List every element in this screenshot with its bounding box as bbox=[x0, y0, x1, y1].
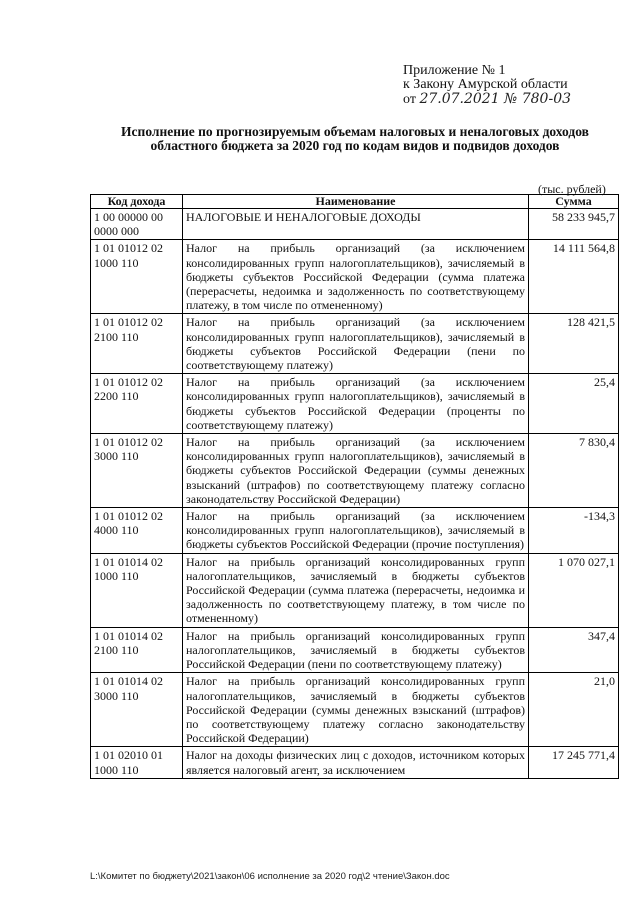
income-name: Налог на прибыль организаций консолидированных групп налогоплательщиков, зачисляемый в бюджеты субъектов Российской Федерации (суммы денежных взысканий (штрафов) по соответствующему платежу согласно законодательству Российской Федерации) bbox=[183, 673, 529, 747]
income-code: 1 01 01012 02 4000 110 bbox=[91, 508, 183, 554]
table-row bbox=[91, 434, 619, 508]
income-name: Налог на прибыль организаций (за исключением консолидированных групп налогоплательщиков), зачисляемый в бюджеты субъектов Российской Федерации (прочие поступления) bbox=[183, 508, 529, 554]
table-row bbox=[91, 240, 619, 314]
header-name: Наименование bbox=[183, 195, 529, 209]
header-code: Код дохода bbox=[91, 195, 183, 209]
table-row bbox=[91, 314, 619, 374]
income-sum: 58 233 945,7 bbox=[529, 209, 619, 240]
income-sum: 128 421,5 bbox=[529, 314, 619, 374]
table-header-row bbox=[91, 195, 619, 209]
income-sum: 347,4 bbox=[529, 627, 619, 673]
appendix-block bbox=[403, 64, 571, 107]
table-row bbox=[91, 508, 619, 554]
income-code: 1 00 00000 00 0000 000 bbox=[91, 209, 183, 240]
income-code: 1 01 01014 02 1000 110 bbox=[91, 553, 183, 627]
revenue-table bbox=[90, 194, 619, 779]
appendix-date-prefix: от bbox=[403, 92, 416, 107]
income-name: Налог на прибыль организаций (за исключением консолидированных групп налогоплательщиков), зачисляемый в бюджеты субъектов Российской Федерации (проценты по соответствующему платежу) bbox=[183, 374, 529, 434]
income-sum: 14 111 564,8 bbox=[529, 240, 619, 314]
table-row bbox=[91, 209, 619, 240]
table-row bbox=[91, 747, 619, 778]
income-code: 1 01 01012 02 2200 110 bbox=[91, 374, 183, 434]
appendix-date-line bbox=[403, 92, 571, 107]
income-sum: 7 830,4 bbox=[529, 434, 619, 508]
table-row bbox=[91, 673, 619, 747]
income-name: Налог на прибыль организаций консолидированных групп налогоплательщиков, зачисляемый в бюджеты субъектов Российской Федерации (сумма платежа (перерасчеты, недоимка и задолженность по соответствующему платежу, в том числе по отмененному) bbox=[183, 553, 529, 627]
income-name: НАЛОГОВЫЕ И НЕНАЛОГОВЫЕ ДОХОДЫ bbox=[183, 209, 529, 240]
income-code: 1 01 01012 02 3000 110 bbox=[91, 434, 183, 508]
table-row bbox=[91, 374, 619, 434]
header-sum: Сумма bbox=[529, 195, 619, 209]
income-code: 1 01 02010 01 1000 110 bbox=[91, 747, 183, 778]
income-sum: 1 070 027,1 bbox=[529, 553, 619, 627]
table-row bbox=[91, 553, 619, 627]
income-sum: 25,4 bbox=[529, 374, 619, 434]
income-code: 1 01 01014 02 3000 110 bbox=[91, 673, 183, 747]
income-name: Налог на доходы физических лиц с доходов, источником которых является налоговый агент, за исключением bbox=[183, 747, 529, 778]
income-name: Налог на прибыль организаций консолидированных групп налогоплательщиков, зачисляемый в бюджеты субъектов Российской Федерации (пени по соответствующему платежу) bbox=[183, 627, 529, 673]
handwritten-date-number: 27.07.2021 № 780-03 bbox=[419, 91, 572, 107]
table-row bbox=[91, 627, 619, 673]
file-path-footer: L:\Комитет по бюджету\2021\закон\06 исполнение за 2020 год\2 чтение\Закон.doc bbox=[90, 871, 450, 882]
income-sum: 21,0 bbox=[529, 673, 619, 747]
income-name: Налог на прибыль организаций (за исключением консолидированных групп налогоплательщиков), зачисляемый в бюджеты субъектов Российской Федерации (пени по соответствующему платежу) bbox=[183, 314, 529, 374]
appendix-law: к Закону Амурской области bbox=[403, 77, 568, 92]
income-name: Налог на прибыль организаций (за исключением консолидированных групп налогоплательщиков), зачисляемый в бюджеты субъектов Российской Федерации (сумма платежа (перерасчеты, недоимка и задолженность по соответствующему платежу, в том числе по отмененному) bbox=[183, 240, 529, 314]
income-sum: -134,3 bbox=[529, 508, 619, 554]
income-code: 1 01 01014 02 2100 110 bbox=[91, 627, 183, 673]
income-sum: 17 245 771,4 bbox=[529, 747, 619, 778]
units-label: (тыс. рублей) bbox=[538, 182, 606, 196]
appendix-title: Приложение № 1 bbox=[403, 63, 506, 78]
document-title: Исполнение по прогнозируемым объемам налоговых и неналоговых доходов областного бюджета за 2020 год по кодам видов и подвидов доходов bbox=[121, 124, 589, 153]
income-code: 1 01 01012 02 1000 110 bbox=[91, 240, 183, 314]
income-name: Налог на прибыль организаций (за исключением консолидированных групп налогоплательщиков), зачисляемый в бюджеты субъектов Российской Федерации (суммы денежных взысканий (штрафов) по соответствующему платежу согласно законодательству Российской Федерации) bbox=[183, 434, 529, 508]
income-code: 1 01 01012 02 2100 110 bbox=[91, 314, 183, 374]
